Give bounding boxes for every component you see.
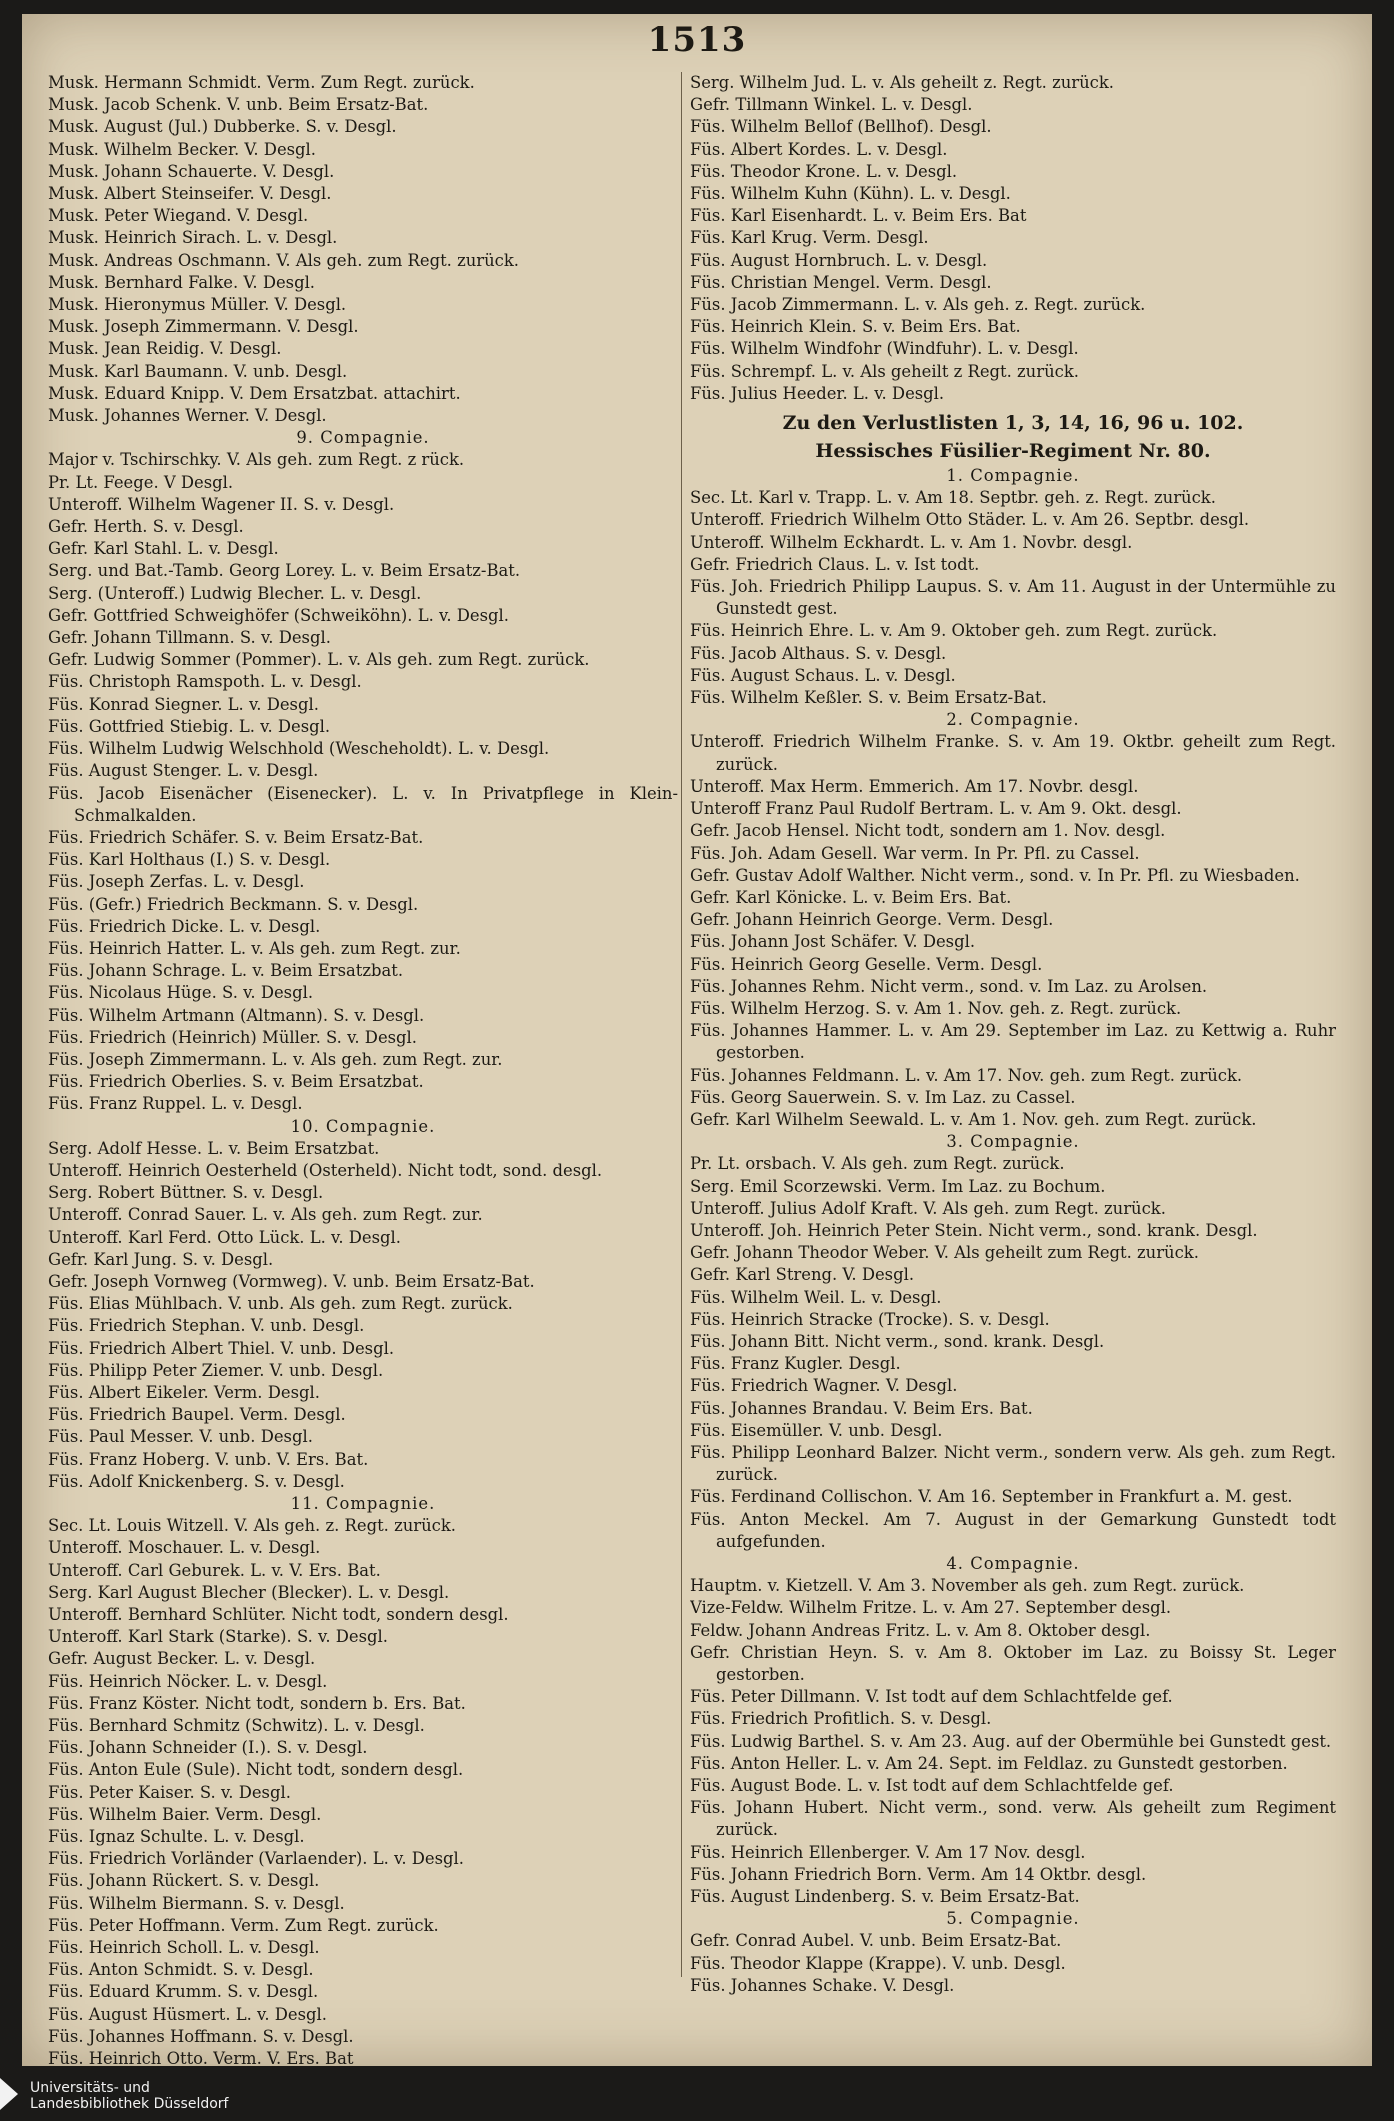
page-number: 1513	[647, 20, 747, 60]
list-entry: Unteroff. Max Herm. Emmerich. Am 17. Novbr. desgl.	[690, 776, 1139, 796]
list-entry: Füs. Julius Heeder. L. v. Desgl.	[690, 383, 945, 403]
list-entry: Füs. Heinrich Klein. S. v. Beim Ers. Bat.	[690, 317, 1021, 337]
list-entry: Füs. Eisemüller. V. unb. Desgl.	[690, 1420, 943, 1440]
list-entry: Füs. Franz Köster. Nicht todt, sondern b. Ers. Bat.	[48, 1693, 466, 1713]
section-heading: 5. Compagnie.	[946, 1909, 1080, 1929]
list-entry: Gefr. Karl Stahl. L. v. Desgl.	[48, 539, 279, 559]
list-entry: Musk. Eduard Knipp. V. Dem Ersatzbat. attachirt.	[48, 383, 461, 403]
list-entry: Füs. Ferdinand Collischon. V. Am 16. September in Frankfurt a. M. gest.	[690, 1487, 1293, 1507]
list-entry: Gefr. Conrad Aubel. V. unb. Beim Ersatz-Bat.	[690, 1931, 1062, 1951]
list-entry: Füs. Wilhelm Baier. Verm. Desgl.	[48, 1804, 322, 1824]
list-entry: Füs. Friedrich Wagner. V. Desgl.	[690, 1376, 958, 1396]
list-entry: Füs. Johannes Schake. V. Desgl.	[690, 1975, 955, 1995]
list-entry: Füs. Friedrich Baupel. Verm. Desgl.	[48, 1405, 346, 1425]
list-entry: Füs. Johannes Rehm. Nicht verm., sond. v. Im Laz. zu Arolsen.	[690, 976, 1208, 996]
list-entry: Serg. Karl August Blecher (Blecker). L. v. Desgl.	[48, 1582, 450, 1602]
list-entry: Füs. August Schaus. L. v. Desgl.	[690, 665, 956, 685]
list-entry: Füs. Wilhelm Kuhn (Kühn). L. v. Desgl.	[690, 184, 1011, 204]
list-entry: Füs. Heinrich Georg Geselle. Verm. Desgl.	[690, 954, 1043, 974]
list-entry: Füs. Franz Ruppel. L. v. Desgl.	[48, 1094, 303, 1114]
list-entry: Major v. Tschirschky. V. Als geh. zum Regt. z rück.	[48, 450, 465, 470]
list-entry: Füs. August Hornbruch. L. v. Desgl.	[690, 250, 988, 270]
list-entry: Musk. Albert Steinseifer. V. Desgl.	[48, 184, 332, 204]
list-entry: Füs. Georg Sauerwein. S. v. Im Laz. zu Cassel.	[690, 1087, 1076, 1107]
list-entry: Füs. Wilhelm Weil. L. v. Desgl.	[690, 1287, 942, 1307]
section-heading: 9. Compagnie.	[296, 428, 430, 448]
list-entry: Füs. Nicolaus Hüge. S. v. Desgl.	[48, 983, 314, 1003]
list-entry: Füs. August Bode. L. v. Ist todt auf dem Schlachtfelde gef.	[690, 1776, 1174, 1796]
list-entry: Gefr. Johann Tillmann. S. v. Desgl.	[48, 628, 331, 648]
list-entry: Füs. Johann Jost Schäfer. V. Desgl.	[690, 932, 976, 952]
list-entry: Musk. August (Jul.) Dubberke. S. v. Desgl.	[48, 117, 397, 137]
list-entry: Gefr. August Becker. L. v. Desgl.	[48, 1649, 316, 1669]
list-entry: Füs. Anton Schmidt. S. v. Desgl.	[48, 1960, 314, 1980]
list-entry: Musk. Johannes Werner. V. Desgl.	[48, 406, 327, 426]
list-entry: Füs. Wilhelm Bellof (Bellhof). Desgl.	[690, 117, 992, 137]
list-entry: Füs. Friedrich Vorländer (Varlaender). L. v. Desgl.	[48, 1849, 464, 1869]
list-entry: Füs. Friedrich Dicke. L. v. Desgl.	[48, 916, 321, 936]
list-entry: Gefr. Gottfried Schweighöfer (Schweiköhn). L. v. Desgl.	[48, 605, 509, 625]
list-entry: Füs. Johann Rückert. S. v. Desgl.	[48, 1871, 320, 1891]
ulb-logo-icon	[0, 2072, 26, 2116]
list-entry: Füs. (Gefr.) Friedrich Beckmann. S. v. Desgl.	[48, 894, 419, 914]
list-entry: Pr. Lt. Feege. V Desgl.	[48, 472, 234, 492]
list-entry: Musk. Hermann Schmidt. Verm. Zum Regt. zurück.	[48, 73, 475, 92]
list-entry: Musk. Jean Reidig. V. Desgl.	[48, 339, 282, 359]
list-entry: Füs. Gottfried Stiebig. L. v. Desgl.	[48, 716, 331, 736]
list-entry: Füs. Ignaz Schulte. L. v. Desgl.	[48, 1827, 305, 1847]
list-entry: Füs. Joh. Friedrich Philipp Laupus. S. v. Am 11. August in der Untermühle zu Gunstedt gest.	[690, 577, 1336, 619]
list-entry: Füs. Adolf Knickenberg. S. v. Desgl.	[48, 1471, 345, 1491]
list-entry: Füs. Jacob Althaus. S. v. Desgl.	[690, 643, 947, 663]
list-entry: Gefr. Jacob Hensel. Nicht todt, sondern am 1. Nov. desgl.	[690, 821, 1166, 841]
list-entry: Musk. Karl Baumann. V. unb. Desgl.	[48, 361, 348, 381]
list-entry: Füs. Johann Bitt. Nicht verm., sond. krank. Desgl.	[690, 1331, 1105, 1351]
list-entry: Füs. Heinrich Ehre. L. v. Am 9. Oktober geh. zum Regt. zurück.	[690, 621, 1218, 641]
list-entry: Füs. Peter Dillmann. V. Ist todt auf dem Schlachtfelde gef.	[690, 1687, 1173, 1707]
list-entry: Sec. Lt. Karl v. Trapp. L. v. Am 18. Septbr. geh. z. Regt. zurück.	[690, 488, 1216, 508]
list-entry: Sec. Lt. Louis Witzell. V. Als geh. z. Regt. zurück.	[48, 1516, 456, 1536]
list-entry: Serg. und Bat.-Tamb. Georg Lorey. L. v. Beim Ersatz-Bat.	[48, 561, 521, 581]
list-entry: Füs. Theodor Klappe (Krappe). V. unb. Desgl.	[690, 1953, 1066, 1973]
list-entry: Füs. Wilhelm Ludwig Welschhold (Wescheholdt). L. v. Desgl.	[48, 739, 550, 759]
list-entry: Füs. Philipp Leonhard Balzer. Nicht verm., sondern verw. Als geh. zum Regt. zurück.	[690, 1442, 1336, 1485]
list-entry: Gefr. Herth. S. v. Desgl.	[48, 517, 244, 537]
section-heading: 1. Compagnie.	[946, 466, 1080, 486]
list-entry: Feldw. Johann Andreas Fritz. L. v. Am 8. Oktober desgl.	[690, 1620, 1151, 1640]
list-entry: Unteroff. Carl Geburek. L. v. V. Ers. Bat.	[48, 1560, 381, 1580]
list-entry: Füs. Theodor Krone. L. v. Desgl.	[690, 161, 958, 181]
list-entry: Füs. Heinrich Stracke (Trocke). S. v. Desgl.	[690, 1309, 1050, 1329]
list-entry: Unteroff. Conrad Sauer. L. v. Als geh. zum Regt. zur.	[48, 1205, 483, 1225]
list-entry: Musk. Bernhard Falke. V. Desgl.	[48, 272, 316, 292]
list-entry: Gefr. Christian Heyn. S. v. Am 8. Oktober im Laz. zu Boissy St. Leger gestorben.	[690, 1642, 1336, 1685]
list-entry: Füs. Johannes Feldmann. L. v. Am 17. Nov. geh. zum Regt. zurück.	[690, 1065, 1243, 1085]
list-entry: Füs. Wilhelm Herzog. S. v. Am 1. Nov. geh. z. Regt. zurück.	[690, 998, 1182, 1018]
list-entry: Gefr. Gustav Adolf Walther. Nicht verm., sond. v. In Pr. Pfl. zu Wiesbaden.	[690, 865, 1300, 885]
list-entry: Unteroff. Joh. Heinrich Peter Stein. Nicht verm., sond. krank. Desgl.	[690, 1220, 1258, 1240]
list-entry: Serg. Robert Büttner. S. v. Desgl.	[48, 1183, 324, 1203]
list-entry: Gefr. Ludwig Sommer (Pommer). L. v. Als geh. zum Regt. zurück.	[48, 650, 590, 670]
list-entry: Füs. Albert Kordes. L. v. Desgl.	[690, 139, 948, 159]
section-title: Zu den Verlustlisten 1, 3, 14, 16, 96 u. 102.	[782, 412, 1244, 435]
list-entry: Füs. Friedrich Albert Thiel. V. unb. Desgl.	[48, 1338, 395, 1358]
list-entry: Musk. Andreas Oschmann. V. Als geh. zum Regt. zurück.	[48, 250, 519, 270]
list-entry: Musk. Peter Wiegand. V. Desgl.	[48, 206, 309, 226]
list-entry: Füs. Jacob Eisenächer (Eisenecker). L. v. In Privatpflege in Klein-Schmalkalden.	[48, 783, 678, 825]
list-entry: Serg. Wilhelm Jud. L. v. Als geheilt z. Regt. zurück.	[690, 73, 1114, 92]
list-entry: Unteroff. Friedrich Wilhelm Franke. S. v. Am 19. Oktbr. geheilt zum Regt. zurück.	[690, 732, 1336, 774]
list-entry: Unteroff. Friedrich Wilhelm Otto Städer. L. v. Am 26. Septbr. desgl.	[690, 510, 1250, 530]
list-entry: Musk. Johann Schauerte. V. Desgl.	[48, 161, 335, 181]
list-entry: Füs. Anton Meckel. Am 7. August in der Gemarkung Gunstedt todt aufgefunden.	[690, 1509, 1336, 1551]
document-page	[22, 14, 1372, 2066]
list-entry: Füs. Christian Mengel. Verm. Desgl.	[690, 272, 992, 292]
list-entry: Füs. August Stenger. L. v. Desgl.	[48, 761, 319, 781]
list-entry: Füs. Karl Holthaus (I.) S. v. Desgl.	[48, 850, 331, 870]
list-entry: Unteroff. Karl Stark (Starke). S. v. Desgl.	[48, 1627, 388, 1647]
list-entry: Füs. Franz Hoberg. V. unb. V. Ers. Bat.	[48, 1449, 369, 1469]
list-entry: Unteroff. Wilhelm Wagener II. S. v. Desgl.	[48, 494, 395, 514]
list-entry: Füs. Friedrich Stephan. V. unb. Desgl.	[48, 1316, 365, 1336]
list-entry: Füs. Johann Schneider (I.). S. v. Desgl.	[48, 1738, 368, 1758]
list-entry: Füs. Bernhard Schmitz (Schwitz). L. v. Desgl.	[48, 1716, 425, 1736]
list-entry: Füs. Heinrich Otto. Verm. V. Ers. Bat	[48, 2049, 354, 2066]
list-entry: Gefr. Joseph Vornweg (Vormweg). V. unb. Beim Ersatz-Bat.	[48, 1271, 535, 1291]
list-entry: Füs. Peter Kaiser. S. v. Desgl.	[48, 1782, 291, 1802]
list-entry: Füs. Wilhelm Keßler. S. v. Beim Ersatz-Bat.	[690, 688, 1047, 708]
list-entry: Musk. Heinrich Sirach. L. v. Desgl.	[48, 228, 338, 248]
section-heading: 10. Compagnie.	[290, 1116, 436, 1136]
list-entry: Musk. Hieronymus Müller. V. Desgl.	[48, 295, 347, 315]
list-entry: Hauptm. v. Kietzell. V. Am 3. November als geh. zum Regt. zurück.	[690, 1576, 1245, 1596]
list-entry: Füs. Karl Krug. Verm. Desgl.	[690, 228, 929, 248]
list-entry: Gefr. Karl Könicke. L. v. Beim Ers. Bat.	[690, 887, 1012, 907]
list-entry: Füs. August Hüsmert. L. v. Desgl.	[48, 2004, 327, 2024]
list-entry: Füs. Eduard Krumm. S. v. Desgl.	[48, 1982, 319, 2002]
list-entry: Füs. Johannes Brandau. V. Beim Ers. Bat.	[690, 1398, 1033, 1418]
list-entry: Musk. Wilhelm Becker. V. Desgl.	[48, 139, 316, 159]
list-entry: Musk. Jacob Schenk. V. unb. Beim Ersatz-Bat.	[48, 95, 429, 115]
list-entry: Füs. Johannes Hammer. L. v. Am 29. September im Laz. zu Kettwig a. Ruhr gestorben.	[690, 1021, 1336, 1063]
list-entry: Unteroff Franz Paul Rudolf Bertram. L. v. Am 9. Okt. desgl.	[690, 799, 1182, 819]
footer-line-2: Landesbibliothek Düsseldorf	[30, 2096, 229, 2112]
list-entry: Gefr. Tillmann Winkel. L. v. Desgl.	[690, 95, 973, 115]
list-entry: Füs. Franz Kugler. Desgl.	[690, 1354, 901, 1374]
list-entry: Füs. Joseph Zerfas. L. v. Desgl.	[48, 872, 305, 892]
list-entry: Füs. Friedrich Schäfer. S. v. Beim Ersatz-Bat.	[48, 827, 424, 847]
list-entry: Unteroff. Julius Adolf Kraft. V. Als geh. zum Regt. zurück.	[690, 1198, 1166, 1218]
list-entry: Füs. August Lindenberg. S. v. Beim Ersatz-Bat.	[690, 1887, 1080, 1907]
list-entry: Gefr. Karl Streng. V. Desgl.	[690, 1265, 915, 1285]
list-entry: Füs. Friedrich Oberlies. S. v. Beim Ersatzbat.	[48, 1072, 424, 1092]
list-entry: Füs. Konrad Siegner. L. v. Desgl.	[48, 694, 319, 714]
list-entry: Füs. Philipp Peter Ziemer. V. unb. Desgl.	[48, 1360, 384, 1380]
list-entry: Unteroff. Wilhelm Eckhardt. L. v. Am 1. Novbr. desgl.	[690, 532, 1133, 552]
list-entry: Serg. (Unteroff.) Ludwig Blecher. L. v. Desgl.	[48, 583, 422, 603]
section-heading: 3. Compagnie.	[946, 1132, 1080, 1152]
list-entry: Pr. Lt. orsbach. V. Als geh. zum Regt. zurück.	[690, 1154, 1065, 1174]
list-entry: Füs. Anton Heller. L. v. Am 24. Sept. im Feldlaz. zu Gunstedt gestorben.	[690, 1753, 1288, 1773]
list-entry: Füs. Joh. Adam Gesell. War verm. In Pr. Pfl. zu Cassel.	[690, 843, 1140, 863]
list-entry: Füs. Joseph Zimmermann. L. v. Als geh. zum Regt. zur.	[48, 1049, 503, 1069]
list-entry: Füs. Johann Schrage. L. v. Beim Ersatzbat.	[48, 961, 404, 981]
list-entry: Füs. Karl Eisenhardt. L. v. Beim Ers. Bat	[690, 206, 1027, 226]
list-entry: Gefr. Karl Wilhelm Seewald. L. v. Am 1. Nov. geh. zum Regt. zurück.	[690, 1109, 1257, 1129]
list-entry: Serg. Adolf Hesse. L. v. Beim Ersatzbat.	[48, 1138, 380, 1158]
list-entry: Füs. Christoph Ramspoth. L. v. Desgl.	[48, 672, 362, 692]
right-column	[690, 72, 1336, 1997]
list-entry: Unteroff. Moschauer. L. v. Desgl.	[48, 1538, 321, 1558]
section-heading: 4. Compagnie.	[946, 1554, 1080, 1573]
list-entry: Musk. Joseph Zimmermann. V. Desgl.	[48, 317, 359, 337]
list-entry: Vize-Feldw. Wilhelm Fritze. L. v. Am 27. September desgl.	[690, 1598, 1172, 1618]
list-entry: Gefr. Karl Jung. S. v. Desgl.	[48, 1249, 274, 1269]
list-entry: Füs. Heinrich Scholl. L. v. Desgl.	[48, 1938, 320, 1958]
list-entry: Füs. Anton Eule (Sule). Nicht todt, sondern desgl.	[48, 1760, 464, 1780]
footer-line-1: Universitäts- und	[30, 2080, 150, 2096]
section-heading: 11. Compagnie.	[290, 1494, 436, 1513]
list-entry: Füs. Paul Messer. V. unb. Desgl.	[48, 1427, 313, 1447]
list-entry: Serg. Emil Scorzewski. Verm. Im Laz. zu Bochum.	[690, 1176, 1106, 1196]
list-entry: Füs. Wilhelm Windfohr (Windfuhr). L. v. Desgl.	[690, 339, 1079, 359]
list-entry: Unteroff. Karl Ferd. Otto Lück. L. v. Desgl.	[48, 1227, 401, 1247]
list-entry: Füs. Peter Hoffmann. Verm. Zum Regt. zurück.	[48, 1915, 439, 1935]
list-entry: Füs. Heinrich Hatter. L. v. Als geh. zum Regt. zur.	[48, 938, 461, 958]
list-entry: Füs. Wilhelm Artmann (Altmann). S. v. Desgl.	[48, 1005, 425, 1025]
list-entry: Füs. Elias Mühlbach. V. unb. Als geh. zum Regt. zurück.	[48, 1294, 513, 1314]
library-footer	[30, 2080, 228, 2112]
list-entry: Füs. Johann Friedrich Born. Verm. Am 14 Oktbr. desgl.	[690, 1864, 1147, 1884]
list-entry: Gefr. Johann Theodor Weber. V. Als geheilt zum Regt. zurück.	[690, 1243, 1199, 1263]
regiment-title: Hessisches Füsilier-Regiment Nr. 80.	[815, 440, 1211, 463]
list-entry: Füs. Friedrich (Heinrich) Müller. S. v. Desgl.	[48, 1027, 418, 1047]
list-entry: Füs. Schrempf. L. v. Als geheilt z Regt. zurück.	[690, 361, 1079, 381]
left-column	[48, 72, 678, 2066]
section-heading: 2. Compagnie.	[946, 710, 1080, 730]
list-entry: Füs. Albert Eikeler. Verm. Desgl.	[48, 1382, 320, 1402]
list-entry: Füs. Wilhelm Biermann. S. v. Desgl.	[48, 1893, 345, 1913]
list-entry: Füs. Jacob Zimmermann. L. v. Als geh. z. Regt. zurück.	[690, 295, 1146, 315]
list-entry: Füs. Johann Hubert. Nicht verm., sond. verw. Als geheilt zum Regiment zurück.	[690, 1798, 1336, 1840]
list-entry: Füs. Heinrich Nöcker. L. v. Desgl.	[48, 1671, 328, 1691]
list-entry: Füs. Johannes Hoffmann. S. v. Desgl.	[48, 2026, 354, 2046]
list-entry: Unteroff. Heinrich Oesterheld (Osterheld). Nicht todt, sond. desgl.	[48, 1160, 603, 1180]
list-entry: Füs. Ludwig Barthel. S. v. Am 23. Aug. auf der Obermühle bei Gunstedt gest.	[690, 1731, 1332, 1751]
list-entry: Unteroff. Bernhard Schlüter. Nicht todt, sondern desgl.	[48, 1605, 509, 1625]
list-entry: Gefr. Friedrich Claus. L. v. Ist todt.	[690, 554, 980, 574]
list-entry: Füs. Heinrich Ellenberger. V. Am 17 Nov. desgl.	[690, 1842, 1086, 1862]
list-entry: Gefr. Johann Heinrich George. Verm. Desgl.	[690, 910, 1054, 930]
list-entry: Füs. Friedrich Profitlich. S. v. Desgl.	[690, 1709, 992, 1729]
column-divider	[681, 72, 682, 1977]
